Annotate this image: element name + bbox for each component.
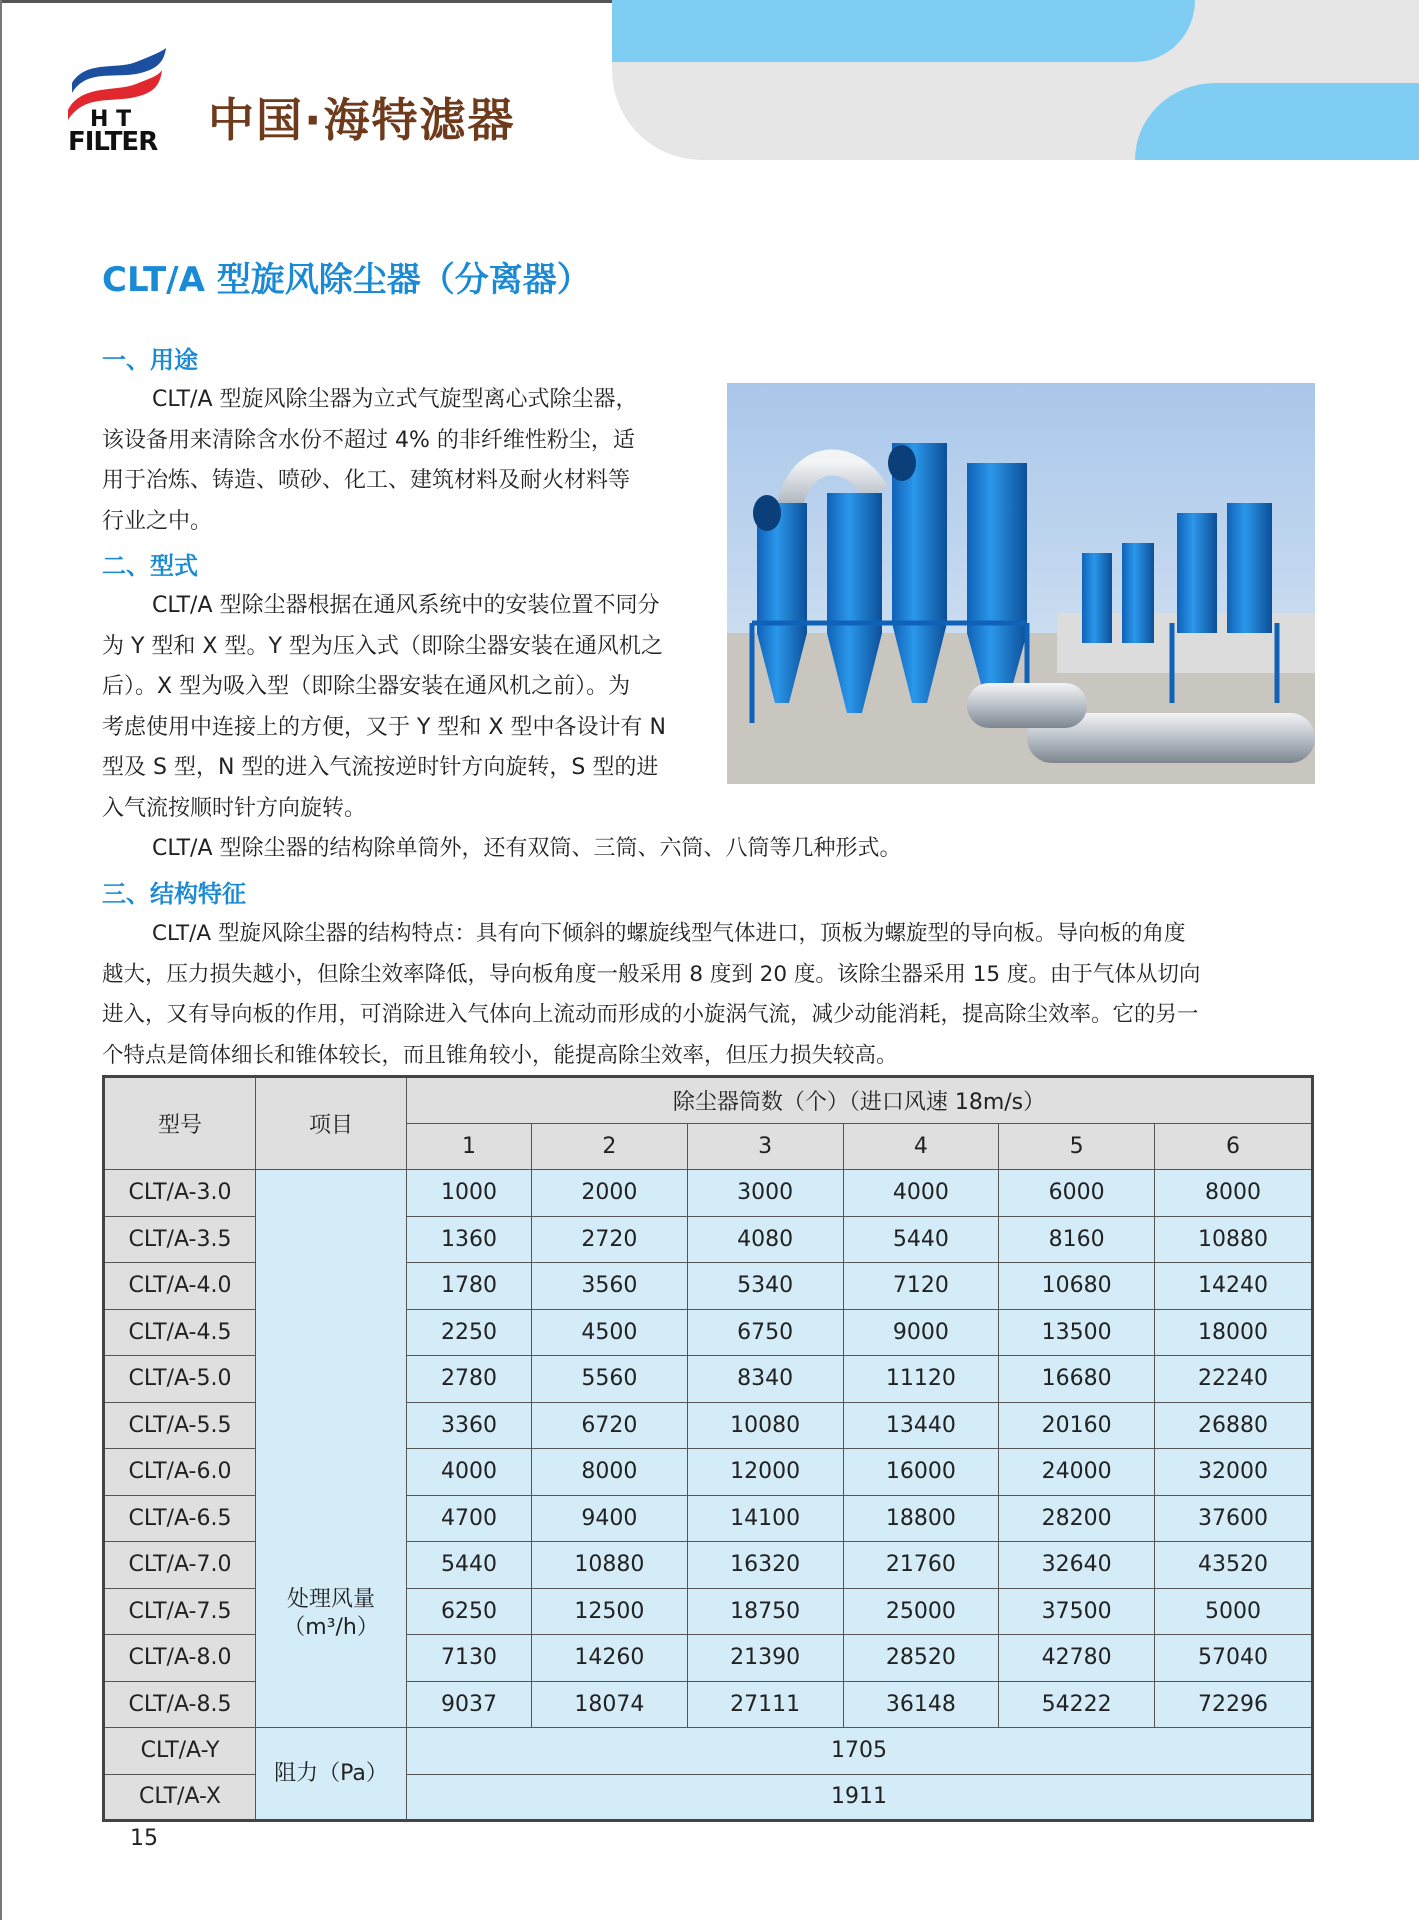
section-heading-structure: 三、结构特征	[102, 880, 246, 908]
value-cell: 5440	[407, 1542, 532, 1589]
text-line: CLT/A 型除尘器的结构除单筒外，还有双筒、三筒、六筒、八筒等几种形式。	[152, 836, 902, 861]
value-cell: 12000	[687, 1449, 843, 1496]
value-cell: 6750	[687, 1309, 843, 1356]
value-cell: 2780	[407, 1356, 532, 1403]
value-cell: 25000	[843, 1588, 999, 1635]
value-cell: 14260	[532, 1635, 688, 1682]
value-cell: 42780	[999, 1635, 1155, 1682]
table-row	[104, 1728, 1313, 1775]
value-cell: 18000	[1155, 1309, 1313, 1356]
value-cell: 28200	[999, 1495, 1155, 1542]
model-cell: CLT/A-X	[104, 1774, 256, 1821]
value-cell: 16320	[687, 1542, 843, 1589]
value-cell: 1780	[407, 1263, 532, 1310]
value-cell: 14100	[687, 1495, 843, 1542]
column-header: 2	[532, 1123, 688, 1170]
header-model: 型号	[104, 1077, 256, 1170]
usage-paragraph	[102, 380, 712, 542]
value-cell: 57040	[1155, 1635, 1313, 1682]
value-cell: 1360	[407, 1216, 532, 1263]
value-cell: 11120	[843, 1356, 999, 1403]
column-header: 6	[1155, 1123, 1313, 1170]
value-cell: 32640	[999, 1542, 1155, 1589]
value-cell: 2000	[532, 1170, 688, 1217]
text-line: 个特点是筒体细长和锥体较长，而且锥角较小，能提高除尘效率，但压力损失较高。	[102, 1042, 898, 1068]
flow-unit: （m³/h）	[283, 1614, 379, 1640]
value-cell: 6720	[532, 1402, 688, 1449]
value-cell: 1000	[407, 1170, 532, 1217]
table-row	[104, 1170, 1313, 1217]
value-cell: 13440	[843, 1402, 999, 1449]
value-cell: 8340	[687, 1356, 843, 1403]
value-cell: 16680	[999, 1356, 1155, 1403]
value-cell: 5000	[1155, 1588, 1313, 1635]
structure-paragraph	[102, 914, 1322, 1076]
value-cell: 10080	[687, 1402, 843, 1449]
value-cell: 14240	[1155, 1263, 1313, 1310]
brand-name: 中国·海特滤器	[208, 93, 516, 147]
model-cell: CLT/A-3.5	[104, 1216, 256, 1263]
page-title: CLT/A 型旋风除尘器（分离器）	[102, 260, 591, 300]
text-line: 为 Y 型和 X 型。Y 型为压入式（即除尘器安装在通风机之	[102, 633, 663, 659]
cyclone-dust-collector-photo	[727, 383, 1315, 784]
value-cell: 32000	[1155, 1449, 1313, 1496]
model-cell: CLT/A-8.0	[104, 1635, 256, 1682]
text-line: 后）。X 型为吸入型（即除尘器安装在通风机之前）。为	[102, 674, 631, 699]
value-cell: 36148	[843, 1681, 999, 1728]
value-cell: 18074	[532, 1681, 688, 1728]
value-cell: 3000	[687, 1170, 843, 1217]
value-cell: 28520	[843, 1635, 999, 1682]
value-cell: 26880	[1155, 1402, 1313, 1449]
logo-filter: FILTER	[68, 127, 158, 152]
model-cell: CLT/A-Y	[104, 1728, 256, 1775]
section-heading-type: 二、型式	[102, 552, 198, 580]
flow-label-cell	[256, 1170, 407, 1728]
model-cell: CLT/A-4.5	[104, 1309, 256, 1356]
column-header: 1	[407, 1123, 532, 1170]
value-cell: 8000	[1155, 1170, 1313, 1217]
value-cell: 9037	[407, 1681, 532, 1728]
column-header: 4	[843, 1123, 999, 1170]
value-cell: 7120	[843, 1263, 999, 1310]
value-cell: 3560	[532, 1263, 688, 1310]
model-cell: CLT/A-7.5	[104, 1588, 256, 1635]
value-cell: 8000	[532, 1449, 688, 1496]
value-cell: 37500	[999, 1588, 1155, 1635]
value-cell: 20160	[999, 1402, 1155, 1449]
value-cell: 9000	[843, 1309, 999, 1356]
text-line: 型及 S 型，N 型的进入气流按逆时针方向旋转，S 型的进	[102, 755, 659, 780]
value-cell: 4500	[532, 1309, 688, 1356]
text-line: 该设备用来清除含水份不超过 4% 的非纤维性粉尘，适	[102, 427, 635, 453]
value-cell: 27111	[687, 1681, 843, 1728]
header-item: 项目	[256, 1077, 407, 1170]
value-cell: 7130	[407, 1635, 532, 1682]
value-cell: 6000	[999, 1170, 1155, 1217]
value-cell: 6250	[407, 1588, 532, 1635]
text-line: 入气流按顺时针方向旋转。	[102, 795, 367, 821]
value-cell: 10880	[532, 1542, 688, 1589]
text-line: CLT/A 型旋风除尘器为立式气旋型离心式除尘器，	[152, 387, 638, 412]
specs-table	[102, 1075, 1314, 1822]
value-cell: 5560	[532, 1356, 688, 1403]
value-cell: 2720	[532, 1216, 688, 1263]
value-cell: 10680	[999, 1263, 1155, 1310]
value-cell: 16000	[843, 1449, 999, 1496]
page-number: 15	[130, 1826, 158, 1851]
value-cell: 54222	[999, 1681, 1155, 1728]
value-cell: 21760	[843, 1542, 999, 1589]
text-line: 行业之中。	[102, 508, 213, 534]
value-cell: 18750	[687, 1588, 843, 1635]
model-cell: CLT/A-4.0	[104, 1263, 256, 1310]
value-cell: 72296	[1155, 1681, 1313, 1728]
header-blue-band	[612, 0, 1195, 62]
value-cell: 4080	[687, 1216, 843, 1263]
value-cell: 4000	[407, 1449, 532, 1496]
value-cell: 5440	[843, 1216, 999, 1263]
resistance-label: 阻力（Pa）	[256, 1728, 407, 1821]
value-cell: 2250	[407, 1309, 532, 1356]
header-blue-band-2	[1135, 83, 1419, 160]
model-cell: CLT/A-5.5	[104, 1402, 256, 1449]
value-cell: 13500	[999, 1309, 1155, 1356]
value-cell: 37600	[1155, 1495, 1313, 1542]
value-cell: 9400	[532, 1495, 688, 1542]
text-line: 越大，压力损失越小，但除尘效率降低，导向板角度一般采用 8 度到 20 度。该除尘器采用 15 度。由于气体从切向	[102, 961, 1201, 987]
value-cell: 22240	[1155, 1356, 1313, 1403]
model-cell: CLT/A-8.5	[104, 1681, 256, 1728]
header-cylinder-count: 除尘器筒数（个）（进口风速 18m/s）	[407, 1077, 1313, 1124]
text-line: CLT/A 型旋风除尘器的结构特点：具有向下倾斜的螺旋线型气体进口，顶板为螺旋型的导向板。导向板的角度	[152, 921, 1186, 946]
value-cell: 3360	[407, 1402, 532, 1449]
value-cell: 4700	[407, 1495, 532, 1542]
text-line: 考虑使用中连接上的方便，又于 Y 型和 X 型中各设计有 N	[102, 714, 666, 740]
value-cell: 10880	[1155, 1216, 1313, 1263]
value-cell: 43520	[1155, 1542, 1313, 1589]
section-heading-usage: 一、用途	[102, 346, 198, 374]
model-cell: CLT/A-6.5	[104, 1495, 256, 1542]
value-cell: 4000	[843, 1170, 999, 1217]
text-line: 进入，又有导向板的作用，可消除进入气体向上流动而形成的小旋涡气流，减少动能消耗，提高除尘效率。它的另一	[102, 1002, 1199, 1027]
model-cell: CLT/A-6.0	[104, 1449, 256, 1496]
value-cell: 5340	[687, 1263, 843, 1310]
resistance-value: 1911	[407, 1774, 1313, 1821]
text-line: CLT/A 型除尘器根据在通风系统中的安装位置不同分	[152, 593, 660, 618]
model-cell: CLT/A-5.0	[104, 1356, 256, 1403]
resistance-value: 1705	[407, 1728, 1313, 1775]
column-header: 5	[999, 1123, 1155, 1170]
flow-label: 处理风量	[286, 1586, 375, 1612]
text-line: 用于冶炼、铸造、喷砂、化工、建筑材料及耐火材料等	[102, 468, 631, 493]
ht-filter-logo	[66, 48, 194, 152]
model-cell: CLT/A-3.0	[104, 1170, 256, 1217]
model-cell: CLT/A-7.0	[104, 1542, 256, 1589]
value-cell: 12500	[532, 1588, 688, 1635]
column-header: 3	[687, 1123, 843, 1170]
value-cell: 8160	[999, 1216, 1155, 1263]
logo-ht: H T	[90, 107, 132, 132]
page-left-border	[0, 0, 2, 1920]
value-cell: 18800	[843, 1495, 999, 1542]
value-cell: 21390	[687, 1635, 843, 1682]
value-cell: 24000	[999, 1449, 1155, 1496]
